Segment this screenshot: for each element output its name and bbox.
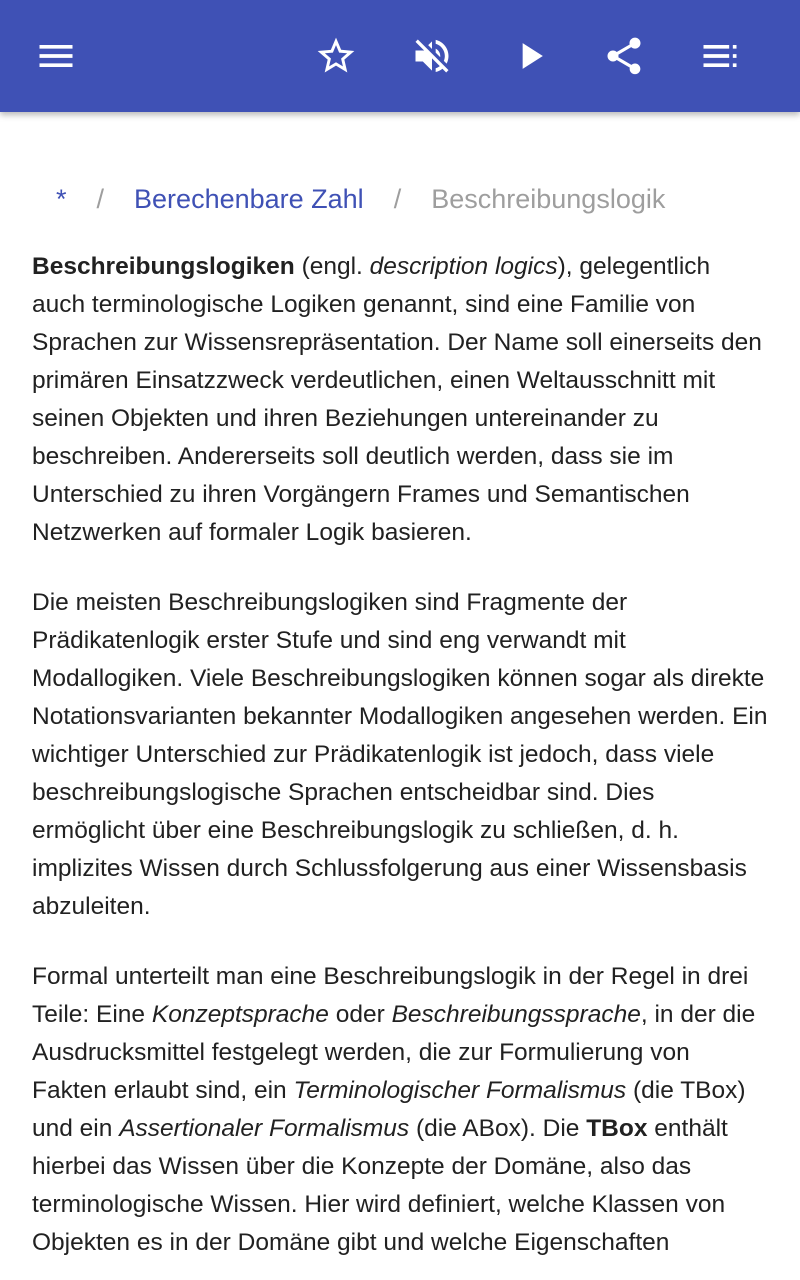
- article-paragraph-1: [32, 248, 768, 552]
- text-span: ), gelegentlich auch terminologische Logiken genannt, sind eine Familie von Sprachen zur Wissensrepräsentation. Der Name soll einerseits den primären Einsatzzweck verdeutlichen, einen Weltausschnitt mit seinen Objekten und ihren Beziehungen untereinander zu beschreiben. Andererseits soll deutlich werden, dass sie im Unterschied zu ihren Vorgängern Frames und Semantischen Netzwerken auf formaler Logik basieren.: [32, 253, 762, 546]
- share-button[interactable]: [588, 20, 660, 92]
- italic-term: Terminologischer Formalismus: [293, 1077, 627, 1104]
- text-span: (engl.: [294, 253, 370, 280]
- bookmark-button[interactable]: [300, 20, 372, 92]
- breadcrumb: [32, 178, 768, 220]
- bold-term: TBox: [586, 1115, 648, 1142]
- mute-button[interactable]: [396, 20, 468, 92]
- share-icon: [602, 34, 646, 78]
- article-content: [32, 112, 768, 1262]
- menu-button[interactable]: [20, 20, 92, 92]
- text-span: enthält hierbei das Wissen über die Konzepte der Domäne, also das terminologische Wissen. Hier wird definiert, welche Klassen von Objekten es in der Domäne gibt und welche Eigenschaften: [32, 1115, 728, 1256]
- breadcrumb-home-link[interactable]: *: [56, 183, 67, 214]
- text-span: (die TBox) und ein: [32, 1077, 746, 1142]
- play-button[interactable]: [494, 20, 566, 92]
- text-span: (die ABox). Die: [409, 1115, 587, 1142]
- toc-button[interactable]: [684, 20, 756, 92]
- text-span: , in der die Ausdrucksmittel festgelegt werden, die zur Formulierung von Fakten erlaubt sind, ein: [32, 1001, 756, 1104]
- hamburger-menu-icon: [34, 34, 78, 78]
- play-icon: [508, 34, 552, 78]
- italic-term: Assertionaler Formalismus: [119, 1115, 410, 1142]
- text-span: Formal unterteilt man eine Beschreibungslogik in der Regel in drei Teile: Eine: [32, 963, 749, 1028]
- breadcrumb-current: Beschreibungslogik: [431, 183, 666, 214]
- star-outline-icon: [314, 34, 358, 78]
- volume-off-icon: [410, 34, 454, 78]
- app-toolbar: [0, 0, 800, 112]
- breadcrumb-parent-link[interactable]: Berechenbare Zahl: [134, 183, 364, 214]
- list-icon: [698, 34, 742, 78]
- breadcrumb-separator: /: [393, 183, 402, 214]
- article-paragraph-3: [32, 958, 768, 1262]
- article-paragraph-2: Die meisten Beschreibungslogiken sind Fragmente der Prädikatenlogik erster Stufe und sind eng verwandt mit Modallogiken. Viele Beschreibungslogiken können sogar als direkte Notationsvarianten bekannter Modallogiken angesehen werden. Ein wichtiger Unterschied zur Prädikatenlogik ist jedoch, dass viele beschreibungslogische Sprachen entscheidbar sind. Dies ermöglicht über eine Beschreibungslogik zu schließen, d. h. implizites Wissen durch Schlussfolgerung aus einer Wissensbasis abzuleiten.: [32, 589, 768, 920]
- bold-term: Beschreibungslogiken: [32, 253, 295, 280]
- text-span: oder: [328, 1001, 392, 1028]
- italic-term: Beschreibungssprache: [391, 1001, 641, 1028]
- italic-term: description logics: [369, 253, 558, 280]
- italic-term: Konzeptsprache: [151, 1001, 329, 1028]
- breadcrumb-separator: /: [96, 183, 105, 214]
